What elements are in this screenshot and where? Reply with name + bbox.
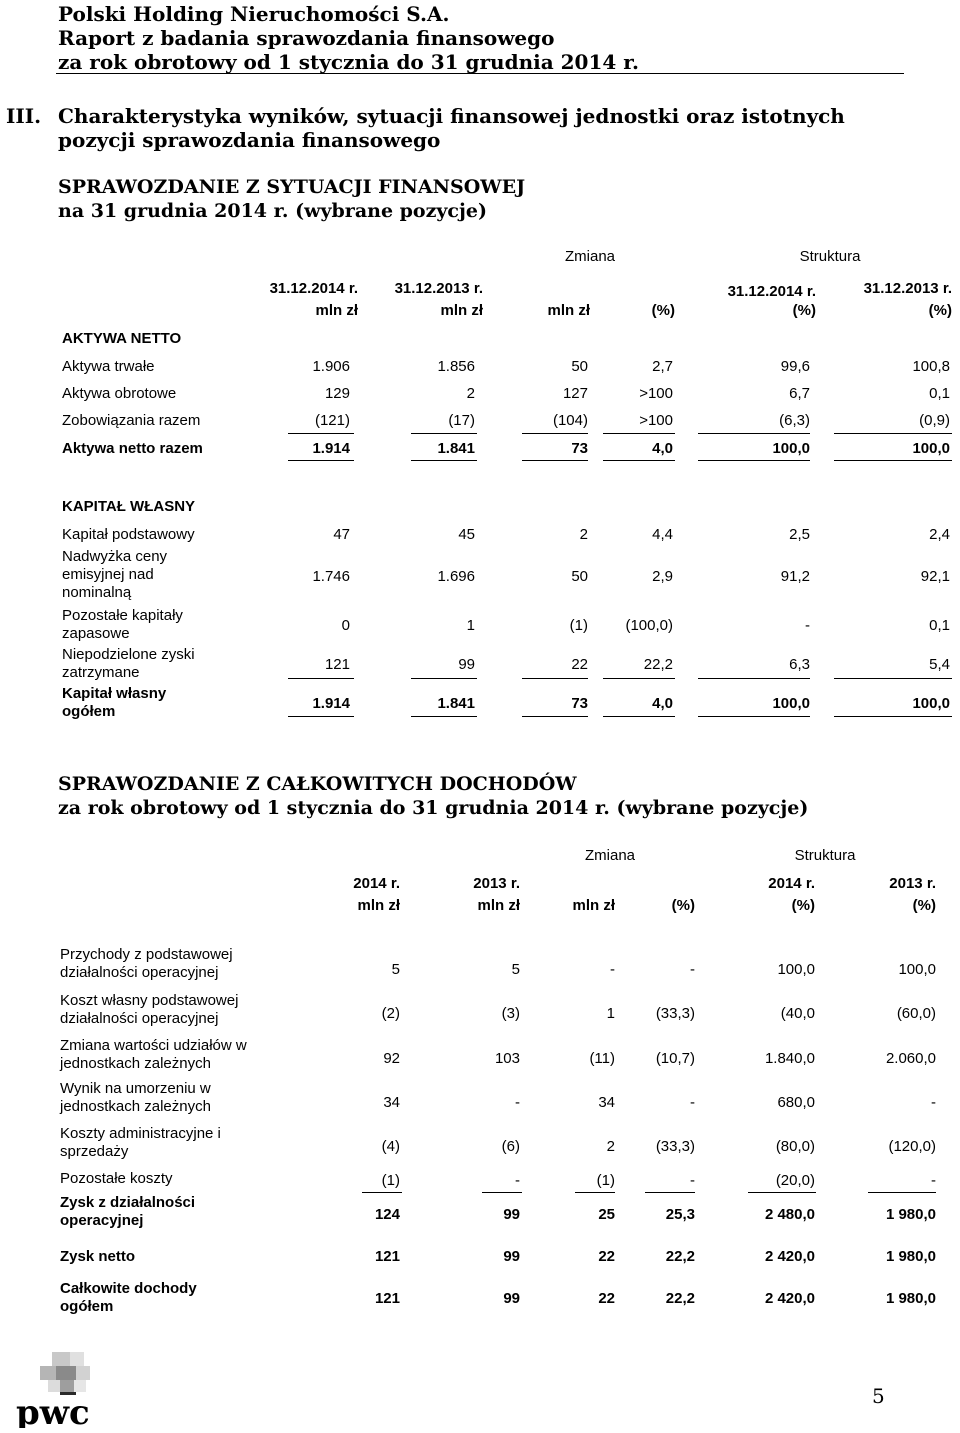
table-cell: -: [610, 961, 615, 978]
table-row-label: Kapitał własny ogółem: [62, 685, 167, 720]
total-rule: [411, 716, 477, 717]
income-col1-unit: mln zł: [357, 897, 400, 914]
pwc-logo: [14, 1352, 124, 1428]
balance-col5-unit: (%): [792, 302, 816, 319]
balance-col5-date: 31.12.2014 r.: [727, 283, 816, 300]
total-rule: [834, 433, 952, 434]
balance-col2-date: 31.12.2013 r.: [394, 280, 483, 297]
table-cell: 99,6: [780, 358, 810, 375]
table-cell: -: [931, 1172, 936, 1189]
table-cell: 0,1: [929, 617, 950, 634]
total-rule: [411, 678, 477, 679]
table-cell: (3): [501, 1005, 520, 1022]
table-cell: 100,0: [772, 440, 810, 457]
header-divider: [56, 73, 904, 74]
balance-group-struktura: Struktura: [799, 248, 861, 265]
table-cell: 25: [598, 1206, 615, 1223]
table-cell: 22: [571, 656, 588, 673]
table-cell: 4,0: [652, 440, 673, 457]
table-cell: 1.914: [312, 695, 350, 712]
table-cell: 121: [374, 1290, 400, 1307]
table-cell: 4,4: [652, 526, 673, 543]
balance-col6-date: 31.12.2013 r.: [863, 280, 952, 297]
table-cell: (40,0: [780, 1005, 815, 1022]
table-cell: 45: [458, 526, 475, 543]
table-cell: 99: [503, 1248, 520, 1265]
table-cell: 1: [606, 1005, 615, 1022]
table-row-label: Zmiana wartości udziałów w jednostkach zależnych: [60, 1037, 247, 1072]
table-cell: 1 980,0: [885, 1206, 936, 1223]
table-cell: 91,2: [780, 568, 810, 585]
total-rule: [834, 460, 952, 461]
table-row-label: Aktywa netto razem: [62, 440, 203, 457]
income-group-struktura: Struktura: [794, 847, 856, 864]
table-cell: 22,2: [643, 656, 673, 673]
table-cell: (20,0): [775, 1172, 815, 1189]
page-number: 5: [872, 1384, 885, 1408]
income-col4-unit: (%): [671, 897, 695, 914]
table-row-label: Koszty administracyjne i sprzedaży: [60, 1125, 221, 1160]
table-cell: 1.914: [312, 440, 350, 457]
table-cell: >100: [639, 385, 673, 402]
table-cell: 121: [324, 656, 350, 673]
pwc-logo-graphic: [14, 1352, 124, 1428]
income-group-zmiana: Zmiana: [584, 847, 636, 864]
table-cell: -: [690, 1094, 695, 1111]
table-cell: 100,0: [777, 961, 815, 978]
table-row-label: Koszt własny podstawowej działalności operacyjnej: [60, 992, 239, 1027]
table-cell: 2 420,0: [764, 1290, 815, 1307]
table-row-label: Aktywa obrotowe: [62, 385, 177, 402]
table-cell: 2,5: [789, 526, 810, 543]
table-cell: 5: [511, 961, 520, 978]
income-title: SPRAWOZDANIE Z CAŁKOWITYCH DOCHODÓW: [58, 773, 577, 795]
table-cell: 47: [333, 526, 350, 543]
total-rule: [522, 716, 588, 717]
table-cell: 92: [383, 1050, 400, 1067]
total-rule: [834, 716, 952, 717]
table-cell: (1): [381, 1172, 400, 1189]
table-row-label: Całkowite dochody ogółem: [60, 1280, 197, 1315]
table-cell: 0: [341, 617, 350, 634]
table-row-label: Aktywa trwałe: [62, 358, 155, 375]
income-col3-unit: mln zł: [572, 897, 615, 914]
balance-subtitle: na 31 grudnia 2014 r. (wybrane pozycje): [58, 200, 487, 222]
table-cell: (17): [448, 412, 475, 429]
assets-heading: AKTYWA NETTO: [62, 330, 182, 347]
report-header: [58, 2, 639, 74]
table-cell: (6,3): [779, 412, 810, 429]
table-cell: 1 980,0: [885, 1290, 936, 1307]
table-cell: 92,1: [920, 568, 950, 585]
table-cell: (120,0): [888, 1138, 936, 1155]
table-cell: -: [690, 961, 695, 978]
table-row-label: Zysk z działalności operacyjnej: [60, 1194, 196, 1229]
table-cell: 1.856: [437, 358, 475, 375]
income-col6-unit: (%): [912, 897, 936, 914]
total-rule: [603, 716, 675, 717]
section-number: III.: [6, 104, 42, 128]
total-rule: [603, 460, 675, 461]
total-rule: [698, 716, 810, 717]
table-cell: 1.746: [312, 568, 350, 585]
table-cell: 129: [324, 385, 350, 402]
balance-col2-unit: mln zł: [440, 302, 483, 319]
total-rule: [522, 433, 588, 434]
table-cell: 1.696: [437, 568, 475, 585]
income-subtitle: za rok obrotowy od 1 stycznia do 31 grudnia 2014 r. (wybrane pozycje): [58, 797, 809, 819]
income-col2-year: 2013 r.: [473, 875, 520, 892]
table-cell: (2): [381, 1005, 400, 1022]
total-rule: [834, 678, 952, 679]
table-cell: 1 980,0: [885, 1248, 936, 1265]
table-cell: (11): [589, 1050, 615, 1067]
table-cell: 99: [503, 1206, 520, 1223]
table-cell: 25,3: [665, 1206, 695, 1223]
total-rule: [522, 678, 588, 679]
table-cell: (121): [314, 412, 350, 429]
table-cell: 34: [598, 1094, 615, 1111]
total-rule: [411, 460, 477, 461]
income-col6-year: 2013 r.: [889, 875, 936, 892]
total-rule: [603, 678, 675, 679]
balance-col1-date: 31.12.2014 r.: [269, 280, 358, 297]
balance-col4-unit: (%): [651, 302, 675, 319]
table-cell: 22: [598, 1248, 615, 1265]
table-row-label: Niepodzielone zyski zatrzymane: [62, 646, 195, 681]
table-cell: 34: [383, 1094, 400, 1111]
table-cell: 100,0: [912, 695, 950, 712]
table-cell: 2,4: [929, 526, 950, 543]
table-cell: (104): [552, 412, 588, 429]
table-cell: 100,8: [912, 358, 950, 375]
total-rule: [288, 460, 354, 461]
table-cell: 2: [606, 1138, 615, 1155]
total-rule: [698, 678, 810, 679]
table-cell: (10,7): [655, 1050, 695, 1067]
table-row-label: Pozostałe koszty: [60, 1170, 173, 1187]
table-cell: 2: [466, 385, 475, 402]
total-rule: [288, 716, 354, 717]
balance-col1-unit: mln zł: [315, 302, 358, 319]
balance-group-zmiana: Zmiana: [564, 248, 616, 265]
table-cell: 1: [466, 617, 475, 634]
table-cell: (80,0): [775, 1138, 815, 1155]
table-row-label: Nadwyżka ceny emisyjnej nad nominalną: [62, 548, 168, 601]
total-rule: [522, 460, 588, 461]
table-cell: 50: [571, 568, 588, 585]
section-title: Charakterystyka wyników, sytuacji finansowej jednostki oraz istotnych pozycji sprawozdania finansowego: [58, 104, 845, 152]
report-period: za rok obrotowy od 1 stycznia do 31 grudnia 2014 r.: [58, 50, 639, 74]
balance-title: SPRAWOZDANIE Z SYTUACJI FINANSOWEJ: [58, 176, 526, 198]
balance-col3-unit: mln zł: [547, 302, 590, 319]
table-cell: 2,9: [652, 568, 673, 585]
report-title: Raport z badania sprawozdania finansowego: [58, 26, 555, 50]
table-cell: 127: [562, 385, 588, 402]
table-cell: 100,0: [772, 695, 810, 712]
table-row-label: Przychody z podstawowej działalności operacyjnej: [60, 946, 233, 981]
table-cell: 680,0: [777, 1094, 815, 1111]
table-cell: 1.841: [437, 695, 475, 712]
table-cell: 4,0: [652, 695, 673, 712]
table-cell: 6,7: [789, 385, 810, 402]
table-cell: 121: [374, 1248, 400, 1265]
total-rule: [603, 433, 675, 434]
total-rule: [411, 433, 477, 434]
table-cell: 2: [579, 526, 588, 543]
total-rule: [645, 1192, 695, 1193]
table-cell: 73: [571, 695, 588, 712]
table-cell: -: [805, 617, 810, 634]
income-col5-year: 2014 r.: [768, 875, 815, 892]
table-cell: 22,2: [665, 1290, 695, 1307]
table-cell: (33,3): [655, 1138, 695, 1155]
table-row-label: Wynik na umorzeniu w jednostkach zależnych: [60, 1080, 211, 1115]
table-cell: 50: [571, 358, 588, 375]
total-rule: [698, 460, 810, 461]
total-rule: [748, 1192, 816, 1193]
table-row-label: Zysk netto: [60, 1248, 136, 1265]
table-cell: (1): [569, 617, 588, 634]
table-cell: 2.060,0: [885, 1050, 936, 1067]
total-rule: [362, 1192, 402, 1193]
table-cell: 0,1: [929, 385, 950, 402]
table-cell: -: [931, 1094, 936, 1111]
table-cell: 100,0: [912, 440, 950, 457]
table-cell: 103: [494, 1050, 520, 1067]
equity-heading: KAPITAŁ WŁASNY: [62, 498, 196, 515]
table-cell: 1.841: [437, 440, 475, 457]
table-cell: 6,3: [789, 656, 810, 673]
table-cell: 99: [458, 656, 475, 673]
total-rule: [288, 678, 354, 679]
table-cell: 2 480,0: [764, 1206, 815, 1223]
income-col2-unit: mln zł: [477, 897, 520, 914]
balance-col6-unit: (%): [928, 302, 952, 319]
total-rule: [575, 1192, 615, 1193]
table-cell: (100,0): [625, 617, 673, 634]
table-row-label: Kapitał podstawowy: [62, 526, 195, 543]
table-cell: 5: [391, 961, 400, 978]
table-cell: (0,9): [919, 412, 950, 429]
company-name: Polski Holding Nieruchomości S.A.: [58, 2, 450, 26]
table-cell: 2 420,0: [764, 1248, 815, 1265]
table-cell: (4): [381, 1138, 400, 1155]
table-cell: (60,0): [896, 1005, 936, 1022]
table-cell: (6): [501, 1138, 520, 1155]
table-cell: 5,4: [929, 656, 950, 673]
table-cell: 73: [571, 440, 588, 457]
table-cell: -: [690, 1172, 695, 1189]
table-cell: 100,0: [898, 961, 936, 978]
table-row-label: Pozostałe kapitały zapasowe: [62, 607, 183, 642]
svg-text:pwc: pwc: [16, 1393, 90, 1428]
table-cell: 22,2: [665, 1248, 695, 1265]
table-cell: 99: [503, 1290, 520, 1307]
table-cell: -: [515, 1094, 520, 1111]
table-cell: 2,7: [652, 358, 673, 375]
total-rule: [868, 1192, 936, 1193]
table-cell: 1.840,0: [764, 1050, 815, 1067]
table-cell: 1.906: [312, 358, 350, 375]
table-cell: (33,3): [655, 1005, 695, 1022]
table-cell: 124: [374, 1206, 400, 1223]
total-rule: [288, 433, 354, 434]
table-cell: (1): [596, 1172, 615, 1189]
table-row-label: Zobowiązania razem: [62, 412, 201, 429]
table-cell: 22: [598, 1290, 615, 1307]
income-col5-unit: (%): [791, 897, 815, 914]
table-cell: >100: [639, 412, 673, 429]
table-cell: -: [515, 1172, 520, 1189]
income-col1-year: 2014 r.: [353, 875, 400, 892]
total-rule: [698, 433, 810, 434]
total-rule: [482, 1192, 522, 1193]
